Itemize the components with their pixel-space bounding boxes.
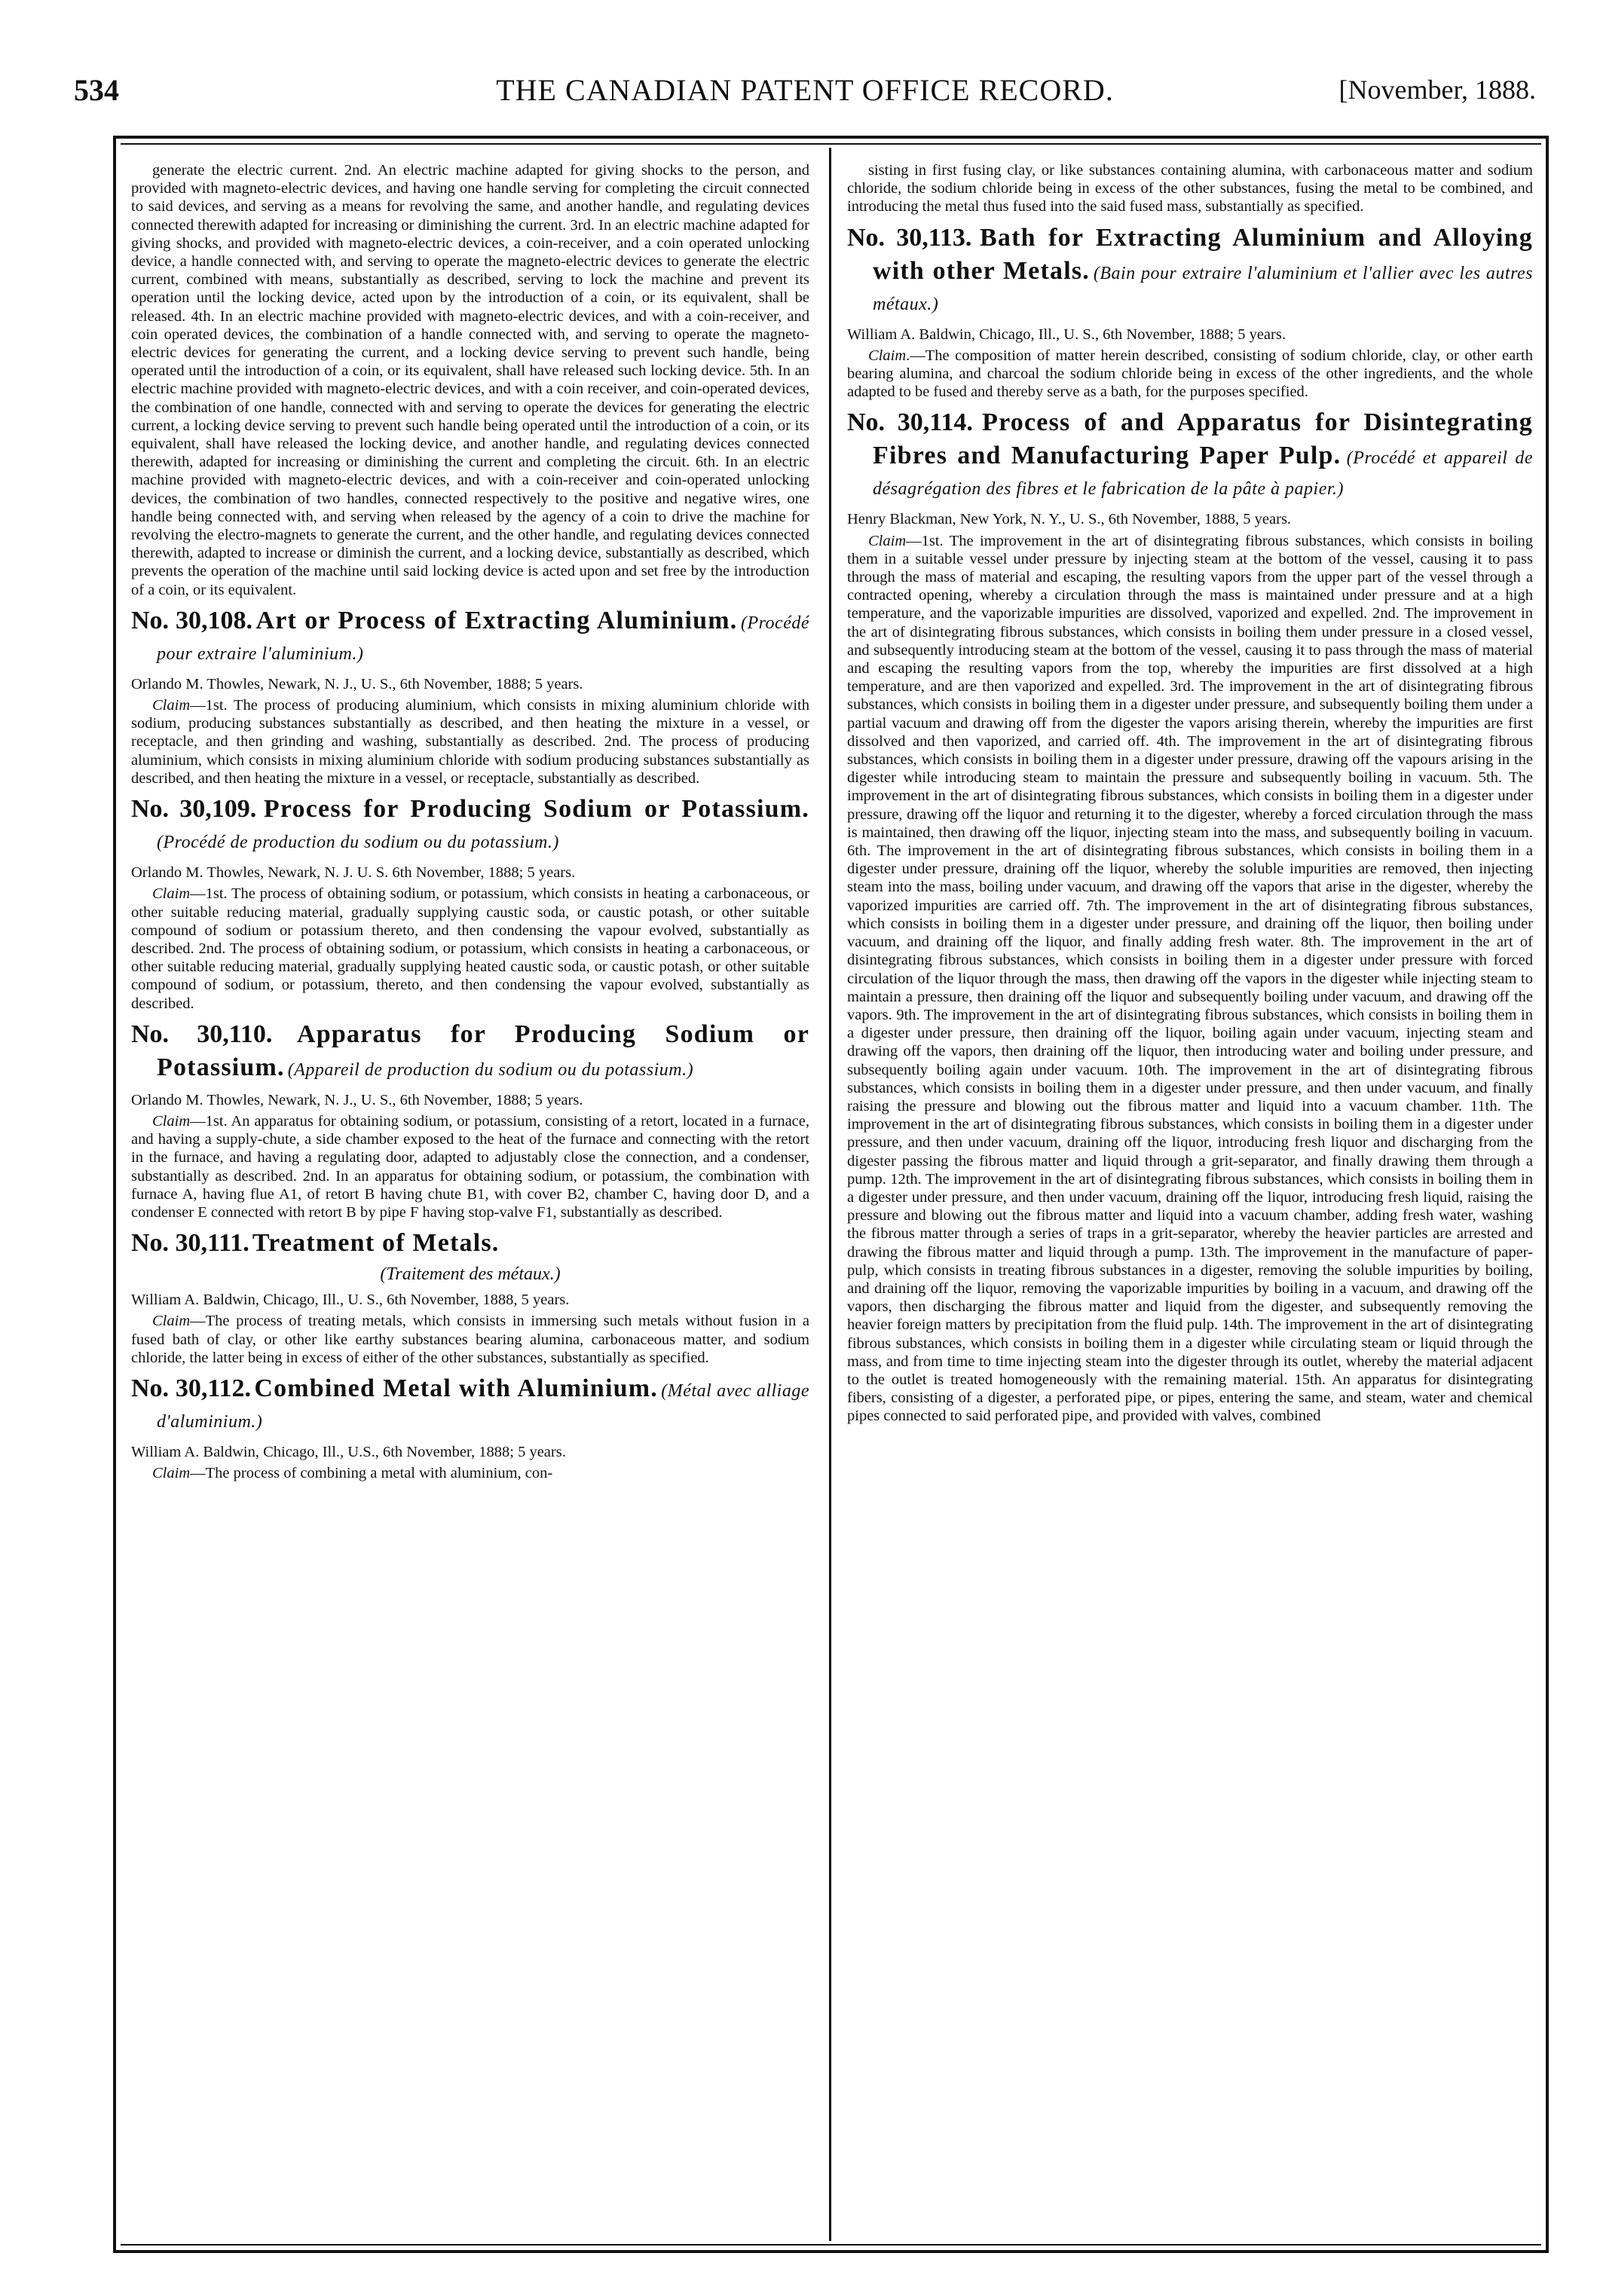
right-column — [847, 161, 1533, 2241]
issue-date: [November, 1888. — [1338, 75, 1536, 105]
claim-body: —1st. The process of obtaining sodium, or potassium, which consists in heating a carbonaceous, or other suitable reducing material, gradually supplying caustic soda, or caustic potash, or other suitable compound of sodium or potassium thereto, and then condensing the vapour evolved, substantially as described. 2nd. The process of obtaining sodium, or potassium, which consists in heating a carbonaceous, or other suitable reducing material, gradually supplying heated caustic soda, or caustic potash, or other suitable compound of sodium, or potassium, thereto, and then condensing the vapour evolved, substantially as described. — [131, 885, 809, 1012]
claim-body: —1st. An apparatus for obtaining sodium, or potassium, consisting of a retort, located in a furnace, and having a supply-chute, a side chamber exposed to the heat of the furnace and connecting with the retort in the furnace, and having a regulating door, adapted to adjustably close the connection, and a condenser, substantially as described. 2nd. In an apparatus for obtaining sodium, or potassium, the combination with furnace A, having flue A1, of retort B having chute B1, with cover B2, chamber C, having door D, and a condenser E connected with retort B by pipe F having stop-valve F1, substantially as described. — [131, 1112, 809, 1221]
claim-text — [131, 696, 809, 787]
patent-title: Bath for Extracting Aluminium and Alloying with other Metals. — [873, 223, 1533, 285]
claim-label: Claim — [152, 697, 191, 714]
patent-entry — [847, 408, 1533, 1425]
claim-label: Claim — [868, 347, 907, 364]
claim-text — [131, 1312, 809, 1367]
claim-text — [131, 1464, 809, 1482]
left-column — [131, 161, 809, 2241]
patent-french-title: (Procédé de production du sodium ou du potassium.) — [157, 833, 559, 853]
claim-text — [847, 532, 1533, 1426]
patentee-line: Orlando M. Thowles, Newark, N. J. U. S. 6th November, 1888; 5 years. — [131, 864, 576, 882]
patent-number: No. 30,109. — [131, 795, 257, 824]
patent-entry — [131, 1020, 809, 1221]
patent-title: Apparatus for Producing Sodium or Potassium. — [157, 1020, 809, 1081]
continued-claim-text: generate the electric current. 2nd. An electric machine adapted for giving shocks to the person, and provided with magneto-electric devices, and having one handle serving for completing the circuit connected to said devices, and serving as a means for revolving the same, and another handle, and regulating devices connected therewith adapted for increasing or diminishing the current. 3rd. In an electric machine adapted for giving shocks, and provided with magneto-electric devices, a coin-receiver, and a coin operated unlocking device, a handle connected with, and serving to operate the magneto-electric devices to generate the electric current, combined with means, substantially as described, serving to lock the machine and prevent its operation until the locking device, acted upon by the introduction of a coin, or its equivalent, shall be released. 4th. In an electric machine provided with magneto-electric devices, and with a coin-receiver, and coin operated devices, the combination of a handle connected with, and serving to operate the magneto-electric devices for generating the current, and a locking device serving to prevent such handle, being operated until the introduction of a coin, or its equivalent, shall have released such locking device. 5th. In an electric machine provided with magneto-electric devices, and with a coin receiver, and coin-operated devices, the combination of one handle, connected with and serving to operate the devices for generating the electric current, a locking device serving to prevent such handle being operated until the introduction of a coin, or its equivalent, shall have released the locking device, and another handle, and regulating devices connected therewith, adapted for increasing or diminishing the current and completing the circuit. 6th. In an electric machine provided with magneto-electric devices, and with a coin-receiver and coin-operated unlocking devices, the combination of two handles, connected respectively to the positive and negative wires, one handle being connected with, and serving when released by the agency of a coin to drive the machine for revolving the electro-magnets to generate the current, and the other handle, and regulating devices connected therewith, adapted to increase or diminish the current, and a locking device, substantially as described, which prevents the operation of the machine until said locking device is acted upon and set free by the introduction of a coin, or its equivalent. — [131, 162, 809, 598]
patentee-line: Orlando M. Thowles, Newark, N. J., U. S., 6th November, 1888; 5 years. — [131, 675, 583, 692]
patentee-line: Henry Blackman, New York, N. Y., U. S., 6th November, 1888, 5 years. — [847, 511, 1292, 528]
patent-entry — [847, 224, 1533, 402]
patent-entry — [131, 1229, 809, 1367]
patent-french-title: (Procédé pour extraire l'aluminium.) — [157, 613, 809, 664]
claim-body: —1st. The improvement in the art of disintegrating fibrous substances, which consists in boiling them in a suitable vessel under pressure by injecting steam at the bottom of the vessel, causing it to pass through the mass of material and escaping, the resulting vapors from the upper part of the vessel through a contracted opening, whereby a circulation through the mass is maintained under pressure and at a high temperature, and the vaporizable impurities are dissolved, vaporized and expelled. 2nd. The improvement in the art of disintegrating fibrous substances, which consists in boiling them under pressure in a closed vessel, and subsequently introducing steam at the bottom of the vessel, causing it to pass through the mass of material and escaping the resulting vapors from the top, whereby the impurities are first dissolved at a high temperature, and are then vaporized and expelled. 3rd. The improvement in the art of disintegrating fibrous substances, which consists in boiling them in a digester under pressure, and subsequently boiling them under a partial vacuum and drawing off from the digester the vapors arising therein, whereby the impurities are first dissolved and then vaporized, and carried off. 4th. The improvement in the art of disintegrating fibrous substances, which consists in boiling them in a digester under pressure, drawing off the vapours arising in the digester while introducing steam to maintain the pressure and subsequently boiling in vacuum. 5th. The improvement in the art of disintegrating fibrous substances, which consists in boiling them in a digester under pressure, drawing off the liquor and returning it to the digester, whereby a forced circulation through the mass is maintained, then drawing off the liquor, injecting steam into the mass, and subsequently boiling in vacuum. 6th. The improvement in the art of disintegrating fibrous substances, which consists in boiling them in a digester under pressure, draining off the liquor, whereby the soluble impurities are removed, then injecting steam into the mass, boiling under vacuum, and drawing off the vapors that arise in the digester, whereby the vaporized impurities are carried off. 7th. The improvement in the art of disintegrating fibrous substances, which consists in boiling them in a digester under pressure, and draining off the liquor, then boiling under vacuum, and draining off the liquor, and finally adding fresh water. 8th. The improvement in the art of disintegrating fibrous substances, which consists in boiling them in a digester under pressure with forced circulation of the liquor through the mass, then drawing off the vapors in the digester while injecting steam to maintain a pressure, then draining off the liquor and subsequently boiling under vacuum, and drawing off the vapors. 9th. The improvement in the art of disintegrating fibrous substances, which consists in boiling them in a digester under pressure, then draining off the liquor, boiling again under vacuum, injecting steam and drawing off the vapors, then draining off the liquor, then introducing water and boiling under pressure, and subsequently boiling again under vacuum. 10th. The improvement in the art of disintegrating fibrous substances, which consists in boiling them in a digester under pressure, and then under vacuum, and finally raising the pressure and blowing out the fibrous matter and liquid into a vacuum chamber. 11th. The improvement in the art of disintegrating fibrous substances, which consists in boiling them in a digester under pressure, and then under vacuum, draining off the liquor, introducing fresh liquor and discharging from the digester passing the fibrous matter and liquid through a grit-separator, and finally drawing them through a pump. 12th. The improvement in the art of disintegrating fibrous substances, which consists in boiling them in a digester under pressure, and then under vacuum, draining off the liquor, introducing fresh liquid, raising the pressure and blowing out the fibrous matter and liquid into a vacuum chamber, adding fresh water, washing the fibrous matter through a series of traps in a grit-separator, whereby the heavier particles are arrested and drawing the fibrous matter and liquid through a pump. 13th. The improvement in the manufacture of paper-pulp, which consists in treating fibrous substances in a digester, removing the soluble impurities by boiling, and draining off the liquor, removing the vaporizable impurities by boiling in a vacuum, and drawing off the vapors, then discharging the fibrous matter and liquid from the digester, and subsequently removing the heavier foreign matters by precipitation from the fluid pulp. 14th. The improvement in the art of disintegrating fibrous substances, which consists in boiling them in a digester while circulating steam or liquid through the mass, and from time to time injecting steam into the digester through its outlet, whereby the material adjacent to the outlet is treated homogeneously with the remaining material. 15th. An apparatus for disintegrating fibers, consisting of a digester, a perforated pipe, or pipes, entering the same, and steam, water and chemical pipes connected to said perforated pipe, and provided with valves, combined — [847, 532, 1533, 1425]
patentee-line: William A. Baldwin, Chicago, Ill., U. S., 6th November, 1888, 5 years. — [131, 1292, 570, 1309]
patent-french-title: (Métal avec alliage d'aluminium.) — [157, 1380, 809, 1432]
patent-heading — [131, 1020, 809, 1087]
claim-label: Claim — [152, 1465, 191, 1482]
patent-title: Process for Producing Sodium or Potassium. — [263, 795, 809, 824]
patent-heading — [131, 607, 809, 671]
patent-french-title: (Procédé et appareil de désagrégation des fibres et le fabrication de la pâte à papier.) — [873, 448, 1533, 500]
claim-body: .—The composition of matter herein described, consisting of sodium chloride, clay, or other earth bearing alumina, and charcoal the sodium chloride being in excess of the other ingredients, and the whole adapted to be fused and thereby serve as a bath, for the purposes specified. — [847, 347, 1533, 401]
patent-french-title: (Traitement des métaux.) — [380, 1264, 561, 1285]
patent-entry — [131, 1374, 809, 1482]
claim-label: Claim — [152, 1313, 191, 1330]
patent-title: Art or Process of Extracting Aluminium. — [255, 606, 738, 634]
patent-entry — [131, 795, 809, 1013]
claim-text — [131, 1112, 809, 1221]
patent-number: No. 30,114. — [847, 408, 973, 437]
journal-title: THE CANADIAN PATENT OFFICE RECORD. — [496, 73, 1114, 107]
patent-number: No. 30,113. — [847, 223, 972, 252]
patent-number: No. 30,112. — [131, 1374, 251, 1402]
claim-body: —The process of combining a metal with aluminium, con- — [190, 1465, 553, 1482]
patentee-line: William A. Baldwin, Chicago, Ill., U. S., 6th November, 1888; 5 years. — [847, 326, 1286, 343]
claim-text — [847, 347, 1533, 402]
patent-title: Treatment of Metals. — [252, 1229, 500, 1258]
patent-number: No. 30,110. — [131, 1020, 273, 1048]
patentee-line: William A. Baldwin, Chicago, Ill., U.S., 6th November, 1888; 5 years. — [131, 1443, 566, 1460]
patent-french-title: (Appareil de production du sodium ou du potassium.) — [287, 1059, 694, 1080]
patent-title: Process of and Apparatus for Disintegrating Fibres and Manufacturing Paper Pulp. — [873, 408, 1533, 470]
patent-heading — [131, 1374, 809, 1438]
patent-heading — [847, 224, 1533, 321]
claim-body: —1st. The process of producing aluminium, which consists in mixing aluminium chloride with sodium, producing substances substantially as described, and then heating the mixture in a vessel, or receptacle, and then grinding and washing, substantially as described. 2nd. The process of producing aluminium, which consists in mixing aluminium chloride with sodium producing substances substantially as described, and then heating the mixture in a vessel, or receptacle, substantially as described. — [131, 697, 809, 787]
claim-body: —The process of treating metals, which consists in immersing such metals without fusion in a fused bath of clay, or other like earthy substances bearing alumina, carbonaceous matter, and sodium chloride, the latter being in excess of either of the other substances, substantially as specified. — [131, 1313, 809, 1366]
running-header — [74, 72, 1536, 118]
patent-number: No. 30,111. — [131, 1229, 249, 1258]
patent-heading — [847, 408, 1533, 506]
patent-french-title: (Bain pour extraire l'aluminium et l'allier avec les autres métaux.) — [873, 263, 1533, 314]
claim-label: Claim — [152, 885, 191, 903]
patent-heading — [131, 1229, 809, 1262]
claim-label: Claim — [152, 1112, 191, 1130]
patent-number: No. 30,108. — [131, 606, 253, 634]
patentee-line: Orlando M. Thowles, Newark, N. J., U. S., 6th November, 1888; 5 years. — [131, 1091, 583, 1108]
patent-heading — [131, 795, 809, 859]
patent-entry — [131, 607, 809, 787]
page-number: 534 — [74, 73, 119, 107]
continued-claim-text: sisting in first fusing clay, or like substances containing alumina, with carbonaceous matter and sodium chloride, the sodium chloride being in excess of the other substances, fusing the metal to be combined, and introducing the metal thus fused into the said fused mass, substantially as specified. — [847, 162, 1533, 216]
column-divider — [829, 148, 831, 2241]
patent-title: Combined Metal with Aluminium. — [254, 1374, 658, 1402]
claim-text — [131, 885, 809, 1012]
claim-label: Claim — [868, 532, 907, 549]
